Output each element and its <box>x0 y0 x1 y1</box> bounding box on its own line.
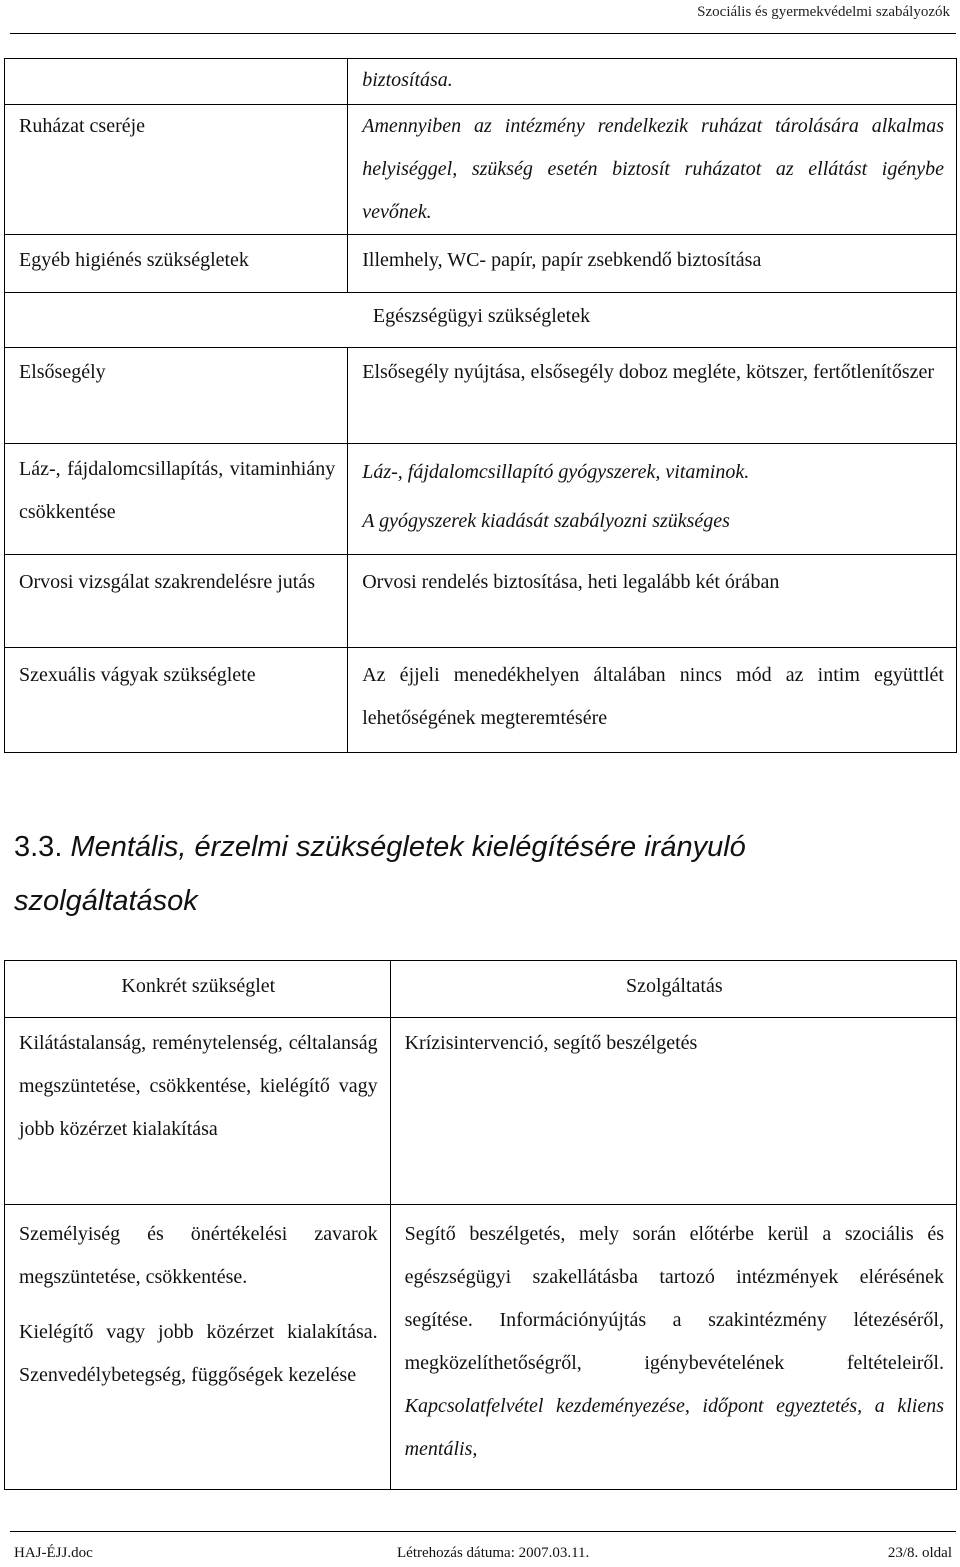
table-row <box>5 348 957 444</box>
footer-rule <box>10 1531 956 1532</box>
section-title: Egészségügyi szükségletek <box>5 293 957 348</box>
table-row <box>5 648 957 753</box>
section-row <box>5 293 957 348</box>
service-cell: Az éjjeli menedékhelyen általában nincs mód az intim együttlét lehetőségének megteremtésére <box>348 648 957 753</box>
service-cell: biztosítása. <box>348 59 957 105</box>
service-line: Láz-, fájdalomcsillapító gyógyszerek, vitaminok. <box>362 461 750 483</box>
header-rule <box>10 33 956 34</box>
need-cell <box>5 1205 391 1490</box>
table-row <box>5 1018 957 1205</box>
service-cell <box>348 444 957 555</box>
column-header-need: Konkrét szükséglet <box>5 961 391 1018</box>
needs-table-1 <box>4 58 957 753</box>
need-cell: Kilátástalanság, reménytelenség, céltalanság megszüntetése, csökkentése, kielégítő vagy jobb közérzet kialakítása <box>5 1018 391 1205</box>
table-row <box>5 1205 957 1490</box>
need-cell: Egyéb higiénés szükségletek <box>5 235 348 293</box>
column-header-service: Szolgáltatás <box>390 961 956 1018</box>
footer-page: 23/8. oldal <box>887 1545 952 1561</box>
footer-created: Létrehozás dátuma: 2007.03.11. <box>397 1545 590 1561</box>
section-number: 3.3. <box>14 831 63 863</box>
need-cell: Láz-, fájdalomcsillapítás, vitaminhiány csökkentése <box>5 444 348 555</box>
table-row <box>5 105 957 235</box>
service-cell: Krízisintervenció, segítő beszélgetés <box>390 1018 956 1205</box>
need-cell: Elsősegély <box>5 348 348 444</box>
footer-file: HAJ-ÉJJ.doc <box>14 1545 93 1561</box>
need-cell: Orvosi vizsgálat szakrendelésre jutás <box>5 555 348 648</box>
table-row <box>5 59 957 105</box>
need-cell <box>5 59 348 105</box>
service-cell: Orvosi rendelés biztosítása, heti legalább két órában <box>348 555 957 648</box>
table-row <box>5 444 957 555</box>
service-cell <box>390 1205 956 1490</box>
service-cell: Elsősegély nyújtása, elsősegély doboz megléte, kötszer, fertőtlenítőszer <box>348 348 957 444</box>
section-title-text: Mentális, érzelmi szükségletek kielégítésére irányuló szolgáltatások <box>14 831 746 917</box>
service-text-italic: Kapcsolatfelvétel kezdeményezése, időpont egyeztetés, a kliens mentális, <box>404 1395 944 1460</box>
need-text: Személyiség és önértékelési zavarok megszüntetése, csökkentése. <box>19 1223 378 1288</box>
service-cell: Illemhely, WC- papír, papír zsebkendő biztosítása <box>348 235 957 293</box>
table-row <box>5 235 957 293</box>
page-header <box>0 0 960 36</box>
need-cell: Ruházat cseréje <box>5 105 348 235</box>
service-cell: Amennyiben az intézmény rendelkezik ruházat tárolására alkalmas helyiséggel, szükség esetén biztosít ruházatot az ellátást igénybe vevőnek. <box>348 105 957 235</box>
table-header-row <box>5 961 957 1018</box>
table-row <box>5 555 957 648</box>
need-cell: Szexuális vágyak szükséglete <box>5 648 348 753</box>
need-text: Kielégítő vagy jobb közérzet kialakítása. Szenvedélybetegség, függőségek kezelése <box>19 1321 378 1386</box>
needs-table-2 <box>4 960 957 1490</box>
service-text: Segítő beszélgetés, mely során előtérbe kerül a szociális és egészségügyi szakellátásba tartozó intézmények elérésének segítése. Információnyújtás a szakintézmény létezéséről, megközelíthetőségről, igénybevételének feltételeiről. <box>404 1223 944 1374</box>
service-note: A gyógyszerek kiadását szabályozni szükséges <box>362 510 730 532</box>
section-heading <box>14 820 914 928</box>
header-title: Szociális és gyermekvédelmi szabályozók <box>697 4 950 20</box>
